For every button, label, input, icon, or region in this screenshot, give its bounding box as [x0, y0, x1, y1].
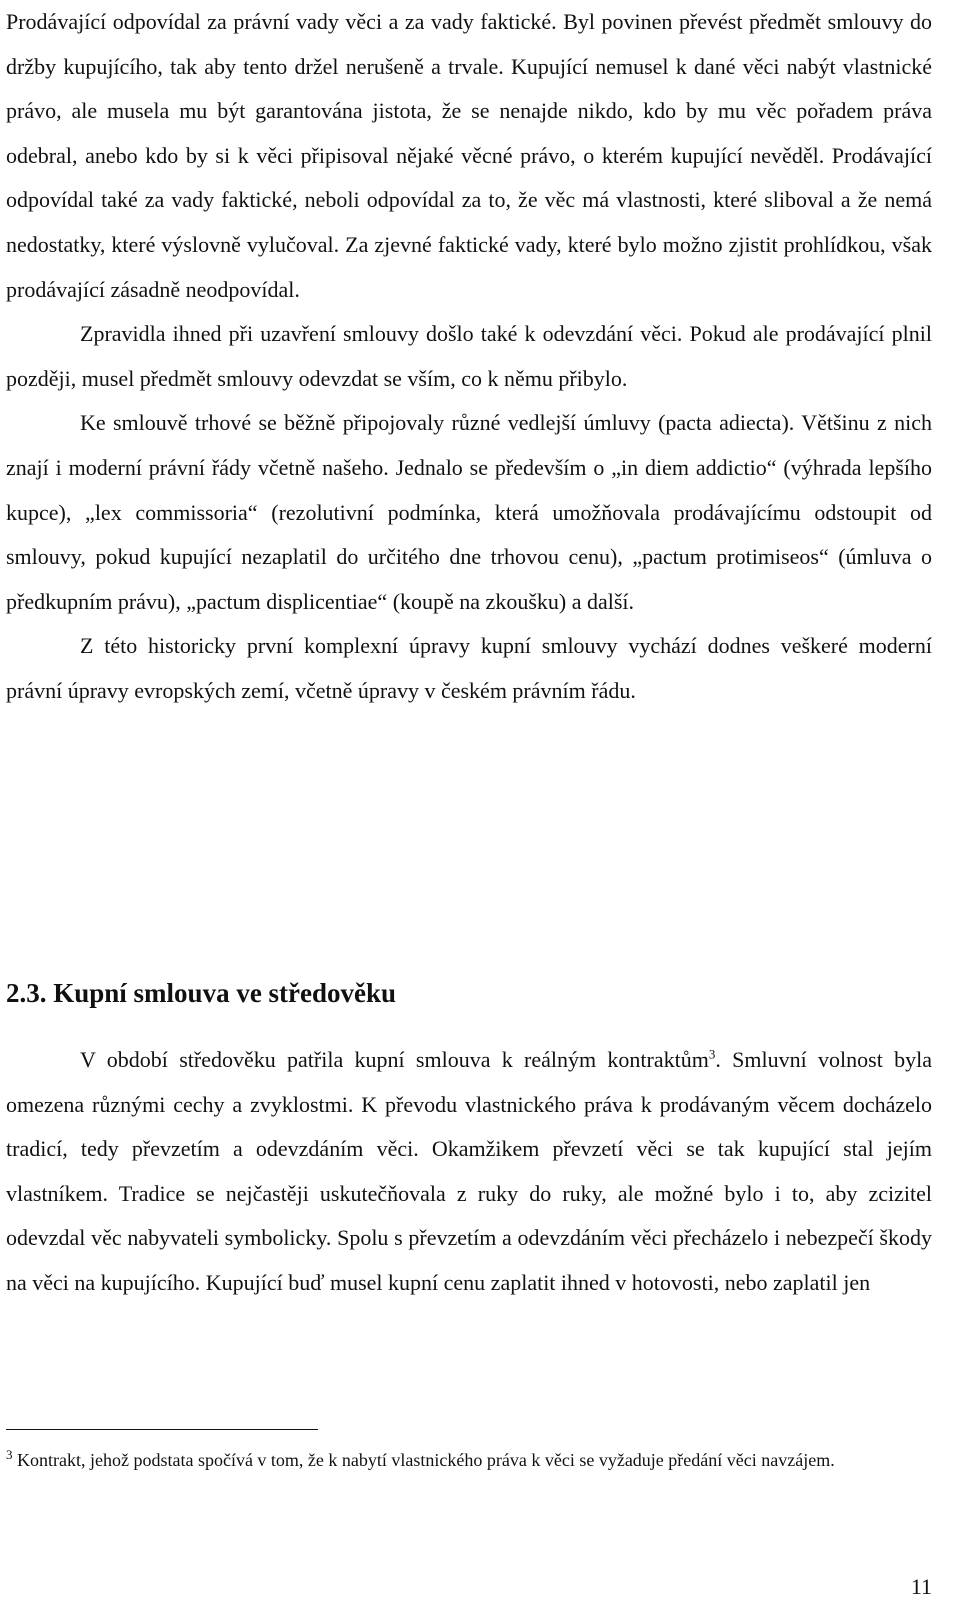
- paragraph: Ke smlouvě trhové se běžně připojovaly různé vedlejší úmluvy (pacta adiecta). Většinu z nich znají i moderní právní řády včetně našeho. Jednalo se především o „in diem addictio“ (výhrada lepšího kupce), „lex commissoria“ (rezolutivní podmínka, která umožňovala prodávajícímu odstoupit od smlouvy, pokud kupující nezaplatil do určitého dne trhovou cenu), „pactum protimiseos“ (úmluva o předkupním právu), „pactum displicentiae“ (koupě na zkoušku) a další.: [6, 410, 932, 614]
- paragraph-text: . Smluvní volnost byla omezena různými cechy a zvyklostmi. K převodu vlastnického práva k prodávaným věcem docházelo tradicí, tedy převzetím a odevzdáním věci. Okamžikem převzetí věci se tak kupující stal jejím vlastníkem. Tradice se nejčastěji uskutečňovala z ruky do ruky, ale možné bylo i to, aby zcizitel odevzdal věc nabyvateli symbolicky. Spolu s převzetím a odevzdáním věci přecházelo i nebezpečí škody na věci na kupujícího. Kupující buď musel kupní cenu zaplatit ihned v hotovosti, nebo zaplatil jen: [6, 1047, 932, 1295]
- document-page: [6, 0, 932, 1470]
- paragraph: [6, 1038, 932, 1306]
- footnote-reference: 3: [708, 1046, 716, 1062]
- paragraph: Zpravidla ihned při uzavření smlouvy došlo také k odevzdání věci. Pokud ale prodávající plnil později, musel předmět smlouvy odevzdat se vším, co k němu přibylo.: [6, 321, 932, 391]
- footnote-number: 3: [6, 1447, 13, 1462]
- page-number: 11: [910, 1574, 932, 1599]
- footnote-separator: [6, 1429, 318, 1430]
- section-heading: 2.3. Kupní smlouva ve středověku: [6, 978, 397, 1008]
- footnote-text: Kontrakt, jehož podstata spočívá v tom, že k nabytí vlastnického práva k věci se vyžaduje předání věci navzájem.: [12, 1450, 835, 1470]
- paragraph-text: V období středověku patřila kupní smlouva k reálným kontraktům: [80, 1047, 709, 1072]
- paragraph: Prodávající odpovídal za právní vady věci a za vady faktické. Byl povinen převést předmět smlouvy do držby kupujícího, tak aby tento držel nerušeně a trvale. Kupující nemusel k dané věci nabýt vlastnické právo, ale musela mu být garantována jistota, že se nenajde nikdo, kdo by mu věc pořadem práva odebral, anebo kdo by si k věci připisoval nějaké věcné právo, o kterém kupující nevěděl. Prodávající odpovídal také za vady faktické, neboli odpovídal za to, že věc má vlastnosti, které sliboval a že nemá nedostatky, které výslovně vylučoval. Za zjevné faktické vady, které bylo možno zjistit prohlídkou, však prodávající zásadně neodpovídal.: [6, 9, 932, 302]
- body-text: [6, 0, 932, 714]
- paragraph: Z této historicky první komplexní úpravy kupní smlouvy vychází dodnes veškeré moderní právní úpravy evropských zemí, včetně úpravy v českém právním řádu.: [6, 633, 932, 703]
- section-body: [6, 1038, 932, 1306]
- footnote: [6, 1449, 932, 1472]
